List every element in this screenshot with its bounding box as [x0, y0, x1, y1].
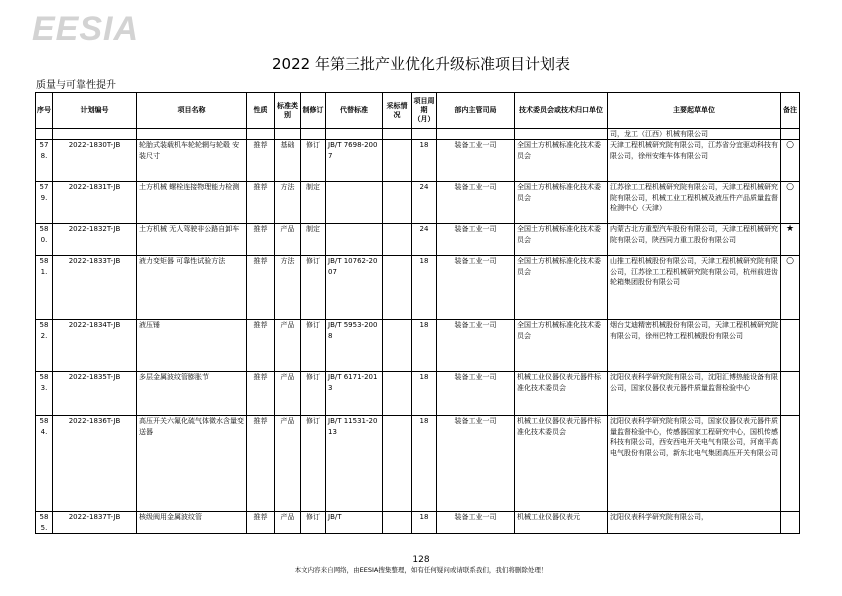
row-tc: 机械工业仪器仪表元器件标准化技术委员会	[515, 372, 608, 416]
row-plan: 2022-1831T-JB	[53, 182, 137, 224]
row-note	[781, 372, 800, 416]
table-row	[36, 256, 800, 320]
header-tc: 技术委员会或技术归口单位	[515, 93, 608, 129]
row-note: ★	[781, 224, 800, 256]
header-adopt: 采标情况	[383, 93, 412, 129]
row-dept: 装备工业一司	[437, 372, 515, 416]
row-name: 轮胎式装载机车轮轮辋与轮毂 安装尺寸	[137, 140, 247, 182]
row-replace: JB/T 6171-2013	[326, 372, 383, 416]
header-nature: 性质	[247, 93, 275, 129]
table-row	[36, 372, 800, 416]
row-nature: 推荐	[247, 256, 275, 320]
header-name: 项目名称	[137, 93, 247, 129]
row-note	[781, 320, 800, 372]
row-period: 24	[412, 224, 437, 256]
row-no: 583.	[36, 372, 53, 416]
row-no: 585.	[36, 512, 53, 534]
row-revise: 修订	[301, 256, 326, 320]
row-note: ○	[781, 256, 800, 320]
row-tc: 全国土方机械标准化技术委员会	[515, 320, 608, 372]
row-replace: JB/T 5953-2008	[326, 320, 383, 372]
row-org: 内蒙古北方重型汽车股份有限公司，天津工程机械研究院有限公司，陕西同力重工股份有限公司	[608, 224, 781, 256]
header-dept: 部内主管司局	[437, 93, 515, 129]
row-revise: 修订	[301, 416, 326, 512]
page-number: 128	[412, 555, 430, 565]
row-org: 沈阳仪表科学研究院有限公司，国家仪器仪表元器件质量监督检验中心，传感器国家工程研究中心，国机传感科技有限公司，西安西电开关电气有限公司，河南平高电气股份有限公司，新东北电气集团高压开关有限公司	[608, 416, 781, 512]
row-revise: 修订	[301, 512, 326, 534]
row-dept: 装备工业一司	[437, 512, 515, 534]
row-org: 沈阳仪表科学研究院有限公司，沈阳汇博热能设备有限公司，国家仪器仪表元器件质量监督检验中心	[608, 372, 781, 416]
row-replace	[326, 224, 383, 256]
footer-disclaimer: 本文内容来自网络，由EESIA搜集整理，如有任何疑问或请联系我们，我们将删除处理！	[294, 566, 548, 574]
row-tc: 全国土方机械标准化技术委员会	[515, 140, 608, 182]
row-no: 582.	[36, 320, 53, 372]
row-plan: 2022-1836T-JB	[53, 416, 137, 512]
header-note: 备注	[781, 93, 800, 129]
row-replace: JB/T 10762-2007	[326, 256, 383, 320]
row-plan: 2022-1834T-JB	[53, 320, 137, 372]
row-adopt	[383, 512, 412, 534]
row-adopt	[383, 224, 412, 256]
row-replace: JB/T 11531-2013	[326, 416, 383, 512]
eesia-logo: EESIA	[32, 10, 140, 48]
row-note	[781, 416, 800, 512]
row-name: 土方机械 螺栓连接物理能力检测	[137, 182, 247, 224]
row-no: 580.	[36, 224, 53, 256]
row-org: 江苏徐工工程机械研究院有限公司，天津工程机械研究院有限公司，机械工业工程机械及液压件产品质量监督检测中心（天津）	[608, 182, 781, 224]
row-adopt	[383, 320, 412, 372]
row-revise: 修订	[301, 140, 326, 182]
header-replace: 代替标准	[326, 93, 383, 129]
header-no: 序号	[36, 93, 53, 129]
row-adopt	[383, 256, 412, 320]
standards-plan-table	[35, 92, 800, 534]
row-plan: 2022-1832T-JB	[53, 224, 137, 256]
row-note	[781, 512, 800, 534]
row-replace	[326, 182, 383, 224]
header-revise: 制修订	[301, 93, 326, 129]
row-name: 核级阀用金属波纹管	[137, 512, 247, 534]
row-name: 液压锤	[137, 320, 247, 372]
row-replace: JB/T 7698-2007	[326, 140, 383, 182]
row-category: 方法	[275, 182, 301, 224]
row-nature: 推荐	[247, 512, 275, 534]
table-row	[36, 416, 800, 512]
row-period: 18	[412, 320, 437, 372]
table-row	[36, 224, 800, 256]
row-note: ○	[781, 140, 800, 182]
header-org: 主要起草单位	[608, 93, 781, 129]
row-name: 土方机械 无人驾驶非公路自卸车	[137, 224, 247, 256]
header-plan: 计划编号	[53, 93, 137, 129]
row-plan: 2022-1830T-JB	[53, 140, 137, 182]
row-dept: 装备工业一司	[437, 224, 515, 256]
row-category: 产品	[275, 416, 301, 512]
row-nature: 推荐	[247, 182, 275, 224]
row-dept: 装备工业一司	[437, 182, 515, 224]
row-nature: 推荐	[247, 416, 275, 512]
row-tc: 全国土方机械标准化技术委员会	[515, 256, 608, 320]
continuation-row	[36, 129, 800, 140]
row-nature: 推荐	[247, 140, 275, 182]
row-tc: 全国土方机械标准化技术委员会	[515, 182, 608, 224]
row-org: 沈阳仪表科学研究院有限公司，	[608, 512, 781, 534]
row-category: 方法	[275, 256, 301, 320]
header-category: 标准类别	[275, 93, 301, 129]
row-dept: 装备工业一司	[437, 256, 515, 320]
row-revise: 修订	[301, 320, 326, 372]
row-nature: 推荐	[247, 320, 275, 372]
section-heading: 质量与可靠性提升	[36, 80, 116, 91]
row-name: 高压开关六氟化硫气体微水含量变送器	[137, 416, 247, 512]
row-adopt	[383, 140, 412, 182]
row-dept: 装备工业一司	[437, 416, 515, 512]
row-period: 18	[412, 140, 437, 182]
row-no: 578.	[36, 140, 53, 182]
row-note: ○	[781, 182, 800, 224]
row-nature: 推荐	[247, 224, 275, 256]
table-row	[36, 320, 800, 372]
row-replace: JB/T	[326, 512, 383, 534]
row-adopt	[383, 182, 412, 224]
table-row	[36, 182, 800, 224]
row-org: 天津工程机械研究院有限公司，江苏省分宜驱动科技有限公司，徐州安维车体有限公司	[608, 140, 781, 182]
row-nature: 推荐	[247, 372, 275, 416]
row-name: 液力变矩器 可靠性试验方法	[137, 256, 247, 320]
document-title: 2022 年第三批产业优化升级标准项目计划表	[272, 55, 570, 73]
row-revise: 修订	[301, 372, 326, 416]
row-period: 18	[412, 512, 437, 534]
table-row	[36, 140, 800, 182]
table-row	[36, 512, 800, 534]
row-dept: 装备工业一司	[437, 320, 515, 372]
row-period: 18	[412, 256, 437, 320]
header-period: 项目周期（月）	[412, 93, 437, 129]
table-header-row	[36, 93, 800, 129]
continuation-text: 司，龙工（江西）机械有限公司	[608, 129, 781, 140]
row-plan: 2022-1835T-JB	[53, 372, 137, 416]
row-adopt	[383, 372, 412, 416]
row-no: 579.	[36, 182, 53, 224]
row-tc: 机械工业仪器仪表元	[515, 512, 608, 534]
row-category: 基础	[275, 140, 301, 182]
row-revise: 制定	[301, 224, 326, 256]
row-dept: 装备工业一司	[437, 140, 515, 182]
row-adopt	[383, 416, 412, 512]
row-period: 18	[412, 416, 437, 512]
row-plan: 2022-1837T-JB	[53, 512, 137, 534]
row-tc: 全国土方机械标准化技术委员会	[515, 224, 608, 256]
row-category: 产品	[275, 512, 301, 534]
row-name: 多层金属波纹管膨胀节	[137, 372, 247, 416]
row-category: 产品	[275, 320, 301, 372]
row-tc: 机械工业仪器仪表元器件标准化技术委员会	[515, 416, 608, 512]
row-org: 烟台艾迪精密机械股份有限公司，天津工程机械研究院有限公司，徐州巴特工程机械股份有限公司	[608, 320, 781, 372]
row-period: 18	[412, 372, 437, 416]
row-plan: 2022-1833T-JB	[53, 256, 137, 320]
row-no: 584.	[36, 416, 53, 512]
row-period: 24	[412, 182, 437, 224]
row-category: 产品	[275, 372, 301, 416]
row-org: 山推工程机械股份有限公司，天津工程机械研究院有限公司，江苏徐工工程机械研究院有限公司，杭州前进齿轮箱集团股份有限公司	[608, 256, 781, 320]
row-revise: 制定	[301, 182, 326, 224]
row-no: 581.	[36, 256, 53, 320]
row-category: 产品	[275, 224, 301, 256]
